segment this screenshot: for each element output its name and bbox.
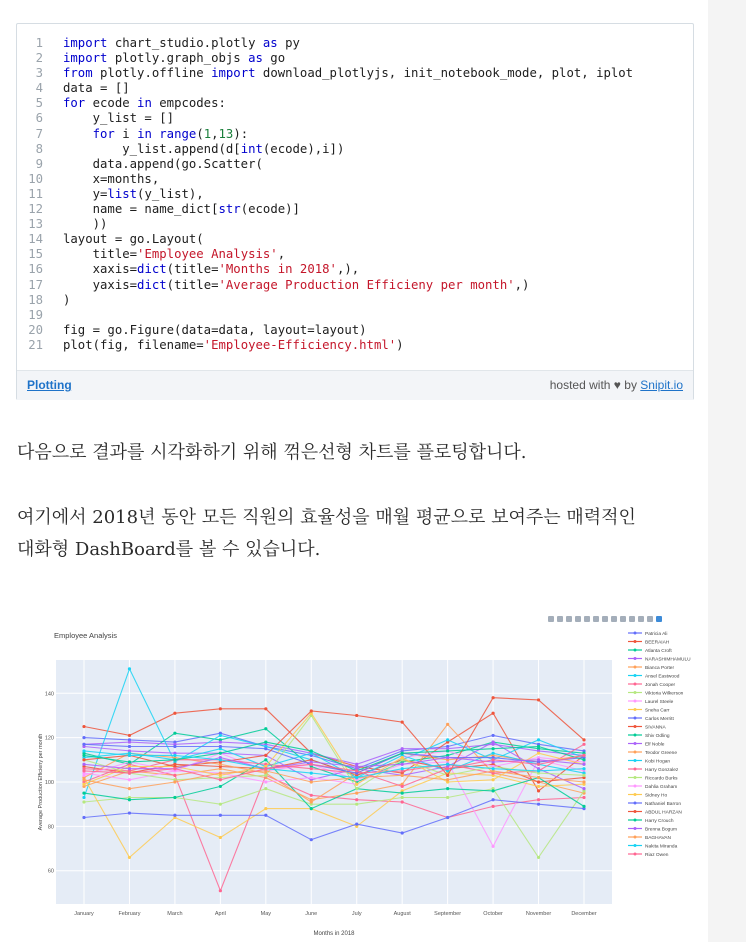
- data-point: [128, 811, 131, 814]
- code-text: y_list = []: [63, 111, 175, 126]
- data-point: [219, 836, 222, 839]
- x-tick-label: July: [351, 911, 362, 917]
- data-point: [82, 774, 85, 777]
- code-text: layout = go.Layout(: [63, 232, 204, 247]
- data-point: [82, 763, 85, 766]
- code-line: [17, 127, 693, 142]
- data-point: [219, 814, 222, 817]
- legend-item: Ansel Eastwood: [645, 674, 680, 680]
- code-line: [17, 323, 693, 338]
- legend-item: BEERAIAH: [645, 640, 670, 646]
- data-point: [82, 816, 85, 819]
- line-number: 4: [35, 81, 43, 96]
- x-tick-label: November: [525, 911, 552, 917]
- data-point: [310, 767, 313, 770]
- data-point: [491, 789, 494, 792]
- data-point: [219, 707, 222, 710]
- data-point: [82, 796, 85, 799]
- code-line: [17, 217, 693, 232]
- legend-marker: [634, 810, 637, 813]
- legend-marker: [634, 657, 637, 660]
- data-point: [582, 754, 585, 757]
- data-point: [264, 754, 267, 757]
- data-point: [582, 774, 585, 777]
- data-point: [264, 740, 267, 743]
- data-point: [491, 845, 494, 848]
- code-text: from plotly.offline import download_plotlyjs, init_notebook_mode, plot, iplot: [63, 66, 634, 81]
- code-text: data.append(go.Scatter(: [63, 156, 263, 171]
- line-number: 19: [28, 307, 43, 322]
- code-line: [17, 111, 693, 126]
- data-point: [537, 758, 540, 761]
- code-line: [17, 142, 693, 157]
- data-point: [537, 856, 540, 859]
- legend-marker: [634, 836, 637, 839]
- code-line: [17, 36, 693, 51]
- legend-marker: [634, 853, 637, 856]
- code-text: for ecode in empcodes:: [63, 96, 226, 111]
- code-line: [17, 157, 693, 172]
- data-point: [491, 798, 494, 801]
- x-axis-label: Months in 2018: [313, 931, 355, 937]
- data-point: [537, 769, 540, 772]
- code-line: [17, 232, 693, 247]
- data-point: [219, 778, 222, 781]
- snipit-link[interactable]: Snipit.io: [640, 378, 683, 392]
- data-point: [491, 734, 494, 737]
- legend-item: Atlanta Croft: [645, 649, 672, 654]
- data-point: [173, 732, 176, 735]
- line-number: 9: [35, 156, 43, 171]
- legend-item: Teodor Greene: [645, 751, 677, 756]
- y-tick-label: 140: [44, 691, 54, 698]
- code-line: [17, 81, 693, 96]
- code-line: [17, 262, 693, 277]
- code-line: [17, 202, 693, 217]
- legend-marker: [634, 802, 637, 805]
- data-point: [401, 774, 404, 777]
- data-point: [82, 736, 85, 739]
- paragraph-plot-intro: 다음으로 결과를 시각화하기 위해 꺾은선형 차트를 플로팅합니다.: [17, 442, 527, 463]
- code-line: [17, 293, 693, 308]
- code-text: title='Employee Analysis',: [63, 247, 286, 262]
- data-point: [537, 798, 540, 801]
- legend-marker: [634, 666, 637, 669]
- data-point: [355, 823, 358, 826]
- x-tick-label: January: [74, 911, 94, 917]
- line-number: 8: [35, 141, 43, 156]
- code-line: [17, 187, 693, 202]
- code-text: y=list(y_list),: [63, 186, 204, 201]
- legend-marker: [634, 674, 637, 677]
- data-point: [491, 778, 494, 781]
- data-point: [128, 745, 131, 748]
- code-text: xaxis=dict(title='Months in 2018',),: [63, 262, 360, 277]
- legend-marker: [634, 691, 637, 694]
- data-point: [491, 712, 494, 715]
- legend-item: Carlos Merritt: [645, 717, 674, 722]
- data-point: [582, 743, 585, 746]
- legend-marker: [634, 759, 637, 762]
- legend-marker: [634, 683, 637, 686]
- code-line: [17, 172, 693, 187]
- legend-marker: [634, 708, 637, 711]
- data-point: [355, 769, 358, 772]
- data-point: [491, 696, 494, 699]
- data-point: [491, 758, 494, 761]
- legend-marker: [634, 717, 637, 720]
- data-point: [219, 752, 222, 755]
- data-point: [264, 758, 267, 761]
- y-tick-label: 60: [47, 868, 54, 875]
- code-text: y_list.append(d[int(ecode),i]): [63, 141, 345, 156]
- code-line: [17, 247, 693, 262]
- data-point: [446, 774, 449, 777]
- data-point: [446, 723, 449, 726]
- legend-item: Sneha Carr: [645, 708, 670, 714]
- legend-marker: [634, 649, 637, 652]
- data-point: [355, 765, 358, 768]
- data-point: [264, 747, 267, 750]
- data-point: [582, 780, 585, 783]
- code-text: data = []: [63, 81, 130, 96]
- legend-item: Shiv Odling: [645, 734, 670, 739]
- line-number: 11: [28, 186, 43, 201]
- data-point: [128, 767, 131, 770]
- data-point: [355, 714, 358, 717]
- code-line: [17, 66, 693, 81]
- legend-item: Riccardo Burks: [645, 776, 678, 782]
- line-number: 14: [28, 232, 43, 247]
- line-number: 15: [28, 247, 43, 262]
- legend-item: ABDUL HARZAN: [645, 810, 682, 816]
- data-point: [446, 767, 449, 770]
- legend-item: Laurel Steele: [645, 700, 674, 705]
- data-point: [310, 763, 313, 766]
- data-point: [537, 745, 540, 748]
- data-point: [82, 758, 85, 761]
- legend-item: Sidney Ho: [645, 793, 668, 799]
- data-point: [128, 740, 131, 743]
- code-line: [17, 308, 693, 323]
- data-point: [82, 791, 85, 794]
- data-point: [401, 791, 404, 794]
- data-point: [82, 769, 85, 772]
- data-point: [82, 749, 85, 752]
- legend-item: Bianca Porter: [645, 666, 675, 671]
- data-point: [128, 787, 131, 790]
- data-point: [446, 749, 449, 752]
- data-point: [491, 805, 494, 808]
- legend-marker: [634, 793, 637, 796]
- data-point: [310, 800, 313, 803]
- data-point: [537, 752, 540, 755]
- data-point: [128, 772, 131, 775]
- data-point: [446, 778, 449, 781]
- code-snippet: [16, 23, 694, 400]
- line-number: 6: [35, 111, 43, 126]
- data-point: [128, 798, 131, 801]
- legend-item: Elf Noble: [645, 742, 665, 748]
- legend-marker: [634, 640, 637, 643]
- line-number: 12: [28, 202, 43, 217]
- code-text: )): [63, 217, 108, 232]
- data-point: [491, 747, 494, 750]
- employee-efficiency-chart: [38, 613, 708, 937]
- data-point: [264, 707, 267, 710]
- data-point: [401, 800, 404, 803]
- x-tick-label: October: [483, 911, 503, 917]
- legend-marker: [634, 844, 637, 847]
- data-point: [401, 785, 404, 788]
- paragraph-dashboard-line1: 여기에서 2018년 동안 모든 직원의 효율성을 매월 평균으로 보여주는 매력적인: [17, 507, 636, 528]
- data-point: [446, 756, 449, 759]
- legend-item: Viktoria Wilkerson: [645, 691, 684, 697]
- data-point: [582, 796, 585, 799]
- line-number: 21: [28, 337, 43, 352]
- y-tick-label: 120: [44, 735, 54, 742]
- data-point: [355, 798, 358, 801]
- data-point: [264, 787, 267, 790]
- line-number: 18: [28, 292, 43, 307]
- legend-marker: [634, 751, 637, 754]
- data-point: [401, 831, 404, 834]
- line-number: 13: [28, 217, 43, 232]
- data-point: [264, 807, 267, 810]
- snippet-credit: [550, 378, 683, 392]
- data-point: [264, 774, 267, 777]
- data-point: [355, 783, 358, 786]
- line-number: 7: [35, 126, 43, 141]
- line-number: 17: [28, 277, 43, 292]
- data-point: [173, 814, 176, 817]
- data-point: [401, 756, 404, 759]
- x-tick-label: February: [118, 911, 141, 917]
- data-point: [582, 763, 585, 766]
- data-point: [310, 807, 313, 810]
- data-point: [491, 740, 494, 743]
- data-point: [582, 787, 585, 790]
- data-point: [537, 789, 540, 792]
- code-block: [17, 36, 693, 353]
- code-line: [17, 96, 693, 111]
- data-point: [82, 725, 85, 728]
- data-point: [446, 796, 449, 799]
- snippet-footer: [17, 370, 693, 400]
- code-line: [17, 51, 693, 66]
- data-point: [401, 752, 404, 755]
- x-tick-label: June: [305, 911, 318, 917]
- line-number: 5: [35, 96, 43, 111]
- data-point: [219, 758, 222, 761]
- code-line: [17, 338, 693, 353]
- x-tick-label: December: [571, 911, 597, 917]
- data-point: [537, 785, 540, 788]
- y-axis-label: Average Production Efficieny per month: [38, 733, 44, 831]
- code-text: import plotly.graph_objs as go: [63, 51, 286, 66]
- data-point: [264, 814, 267, 817]
- data-point: [491, 767, 494, 770]
- data-point: [219, 803, 222, 806]
- data-point: [219, 734, 222, 737]
- data-point: [173, 712, 176, 715]
- legend-item: Dahlia Graham: [645, 785, 678, 790]
- legend-item: SIVANNA: [645, 725, 666, 731]
- data-point: [128, 734, 131, 737]
- code-text: x=months,: [63, 171, 160, 186]
- line-number: 10: [28, 171, 43, 186]
- data-point: [401, 796, 404, 799]
- legend-marker: [634, 776, 637, 779]
- line-number: 1: [35, 36, 43, 50]
- data-point: [446, 763, 449, 766]
- data-point: [310, 794, 313, 797]
- legend-item: Patricia Ali: [645, 632, 668, 637]
- data-point: [173, 796, 176, 799]
- line-number: 3: [35, 66, 43, 81]
- x-tick-label: March: [167, 911, 183, 917]
- data-point: [537, 776, 540, 779]
- line-number: 20: [28, 322, 43, 337]
- y-tick-label: 100: [44, 780, 54, 786]
- by-text: by: [624, 378, 637, 392]
- data-point: [537, 738, 540, 741]
- data-point: [355, 803, 358, 806]
- code-text: ): [63, 292, 71, 307]
- data-point: [173, 754, 176, 757]
- data-point: [219, 740, 222, 743]
- legend-item: Harry Gonzalez: [645, 768, 679, 773]
- data-point: [582, 738, 585, 741]
- data-point: [82, 800, 85, 803]
- data-point: [537, 803, 540, 806]
- data-point: [128, 778, 131, 781]
- data-point: [82, 743, 85, 746]
- data-point: [582, 767, 585, 770]
- legend-marker: [634, 700, 637, 703]
- code-text: name = name_dict[str(ecode)]: [63, 202, 300, 217]
- legend-marker: [634, 632, 637, 635]
- code-text: import chart_studio.plotly as py: [63, 36, 300, 50]
- legend-item: NARASHIMHAMULU: [645, 657, 691, 663]
- data-point: [310, 749, 313, 752]
- code-text: fig = go.Figure(data=data, layout=layout): [63, 322, 367, 337]
- legend-item: Nathaniel Barron: [645, 802, 681, 807]
- legend-item: Harry Crouch: [645, 819, 674, 824]
- data-point: [446, 816, 449, 819]
- data-point: [310, 780, 313, 783]
- data-point: [537, 698, 540, 701]
- legend-marker: [634, 768, 637, 771]
- code-text: plot(fig, filename='Employee-Efficiency.html'): [63, 337, 404, 352]
- data-point: [582, 805, 585, 808]
- code-text: yaxis=dict(title='Average Production Efficieny per month',): [63, 277, 530, 292]
- x-tick-label: August: [393, 911, 411, 917]
- data-point: [128, 760, 131, 763]
- data-point: [82, 778, 85, 781]
- legend-item: BAGHAVAN: [645, 836, 671, 841]
- hosted-with-text: hosted with: [549, 378, 611, 392]
- legend-item: Jonah Cooper: [645, 683, 676, 688]
- data-point: [173, 745, 176, 748]
- data-point: [401, 721, 404, 724]
- data-point: [355, 776, 358, 779]
- snippet-title-link[interactable]: Plotting: [27, 378, 72, 392]
- x-tick-label: May: [260, 911, 272, 917]
- x-tick-label: April: [214, 911, 226, 917]
- data-point: [537, 763, 540, 766]
- data-point: [173, 780, 176, 783]
- legend-item: Kobi Hogan: [645, 759, 671, 765]
- data-point: [264, 780, 267, 783]
- code-line: [17, 278, 693, 293]
- data-point: [219, 889, 222, 892]
- legend-marker: [634, 819, 637, 822]
- data-point: [446, 787, 449, 790]
- data-point: [128, 754, 131, 757]
- data-point: [491, 752, 494, 755]
- data-point: [128, 856, 131, 859]
- data-point: [264, 727, 267, 730]
- data-point: [310, 772, 313, 775]
- data-point: [582, 758, 585, 761]
- line-number: 16: [28, 262, 43, 277]
- data-point: [401, 747, 404, 750]
- data-point: [355, 787, 358, 790]
- data-point: [310, 838, 313, 841]
- data-point: [173, 758, 176, 761]
- paragraph-dashboard-line2: 대화형 DashBoard를 볼 수 있습니다.: [17, 539, 321, 560]
- legend-marker: [634, 785, 637, 788]
- legend-item: Riaz Owen: [645, 853, 669, 858]
- data-point: [219, 745, 222, 748]
- data-point: [173, 774, 176, 777]
- data-point: [173, 767, 176, 770]
- heart-icon: ♥: [613, 378, 621, 392]
- x-tick-label: September: [434, 911, 462, 917]
- page-right-margin: [708, 0, 746, 942]
- data-point: [82, 754, 85, 757]
- data-point: [128, 667, 131, 670]
- data-point: [310, 709, 313, 712]
- data-point: [401, 763, 404, 766]
- legend-marker: [634, 725, 637, 728]
- data-point: [264, 767, 267, 770]
- data-point: [219, 785, 222, 788]
- code-text: for i in range(1,13):: [92, 126, 249, 141]
- data-point: [355, 791, 358, 794]
- legend-item: Nakita Miranda: [645, 844, 678, 850]
- y-tick-label: 80: [47, 824, 54, 831]
- legend-marker: [634, 734, 637, 737]
- chart-title: Employee Analysis: [54, 631, 117, 640]
- data-point: [537, 780, 540, 783]
- legend-marker: [634, 827, 637, 830]
- data-point: [82, 783, 85, 786]
- data-point: [310, 776, 313, 779]
- data-point: [446, 738, 449, 741]
- line-number: 2: [35, 51, 43, 66]
- legend-marker: [634, 742, 637, 745]
- legend-item: Brenna Bogum: [645, 827, 677, 833]
- data-point: [219, 772, 222, 775]
- data-point: [401, 767, 404, 770]
